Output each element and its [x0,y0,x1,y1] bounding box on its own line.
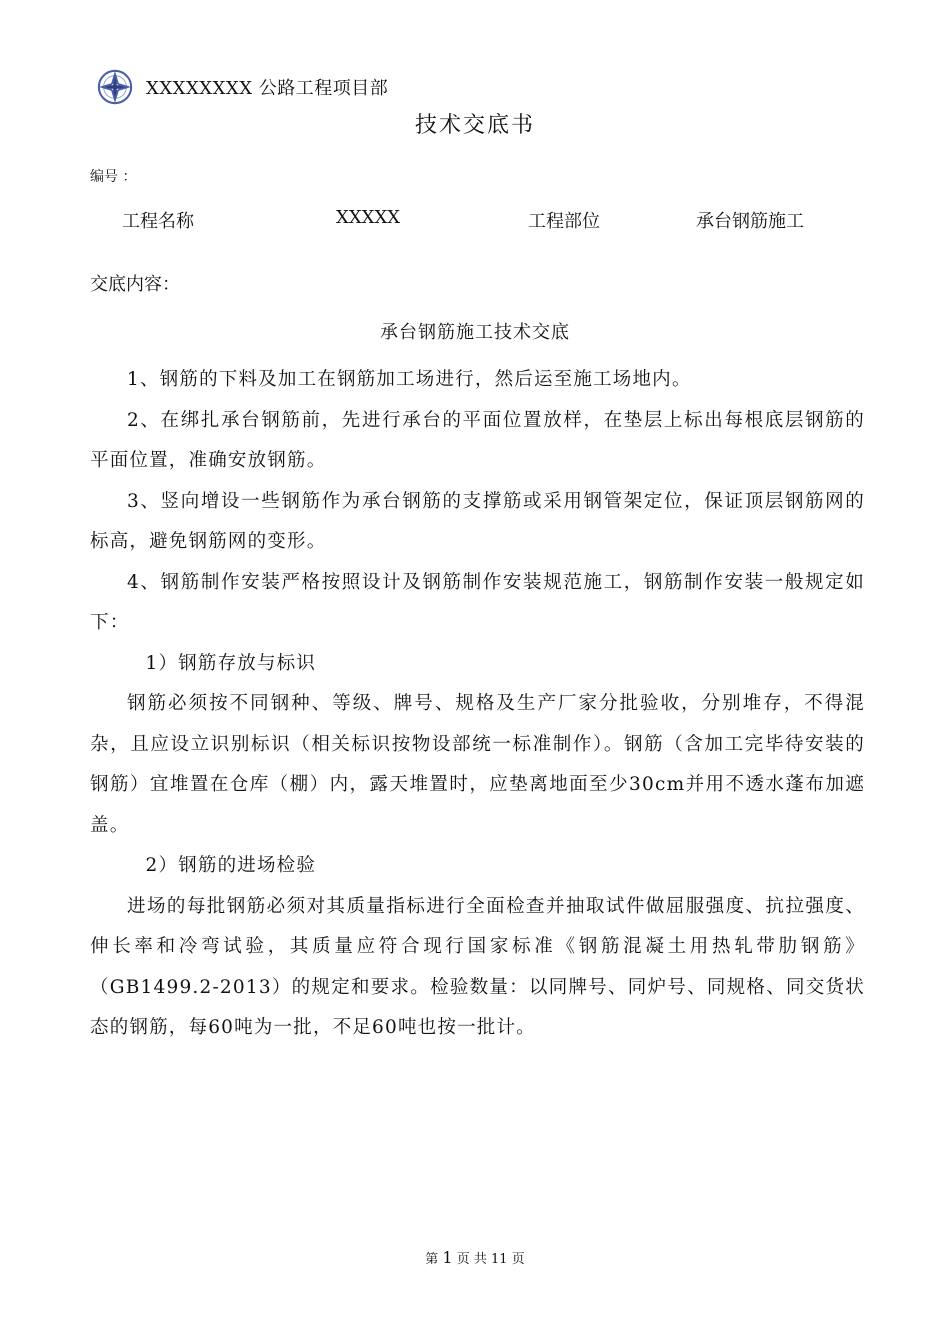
paragraph-inspection: 进场的每批钢筋必须对其质量指标进行全面检查并抽取试件做屈服强度、抗拉强度、伸长率和冷弯试验，其质量应符合现行国家标准《钢筋混凝土用热轧带肋钢筋》（GB1499.2-2013）的规定和要求。检验数量：以同牌号、同炉号、同规格、同交货状态的钢筋，每60吨为一批，不足60吨也按一批计。 [90,895,865,1038]
paragraph-item-3: 3、竖向增设一些钢筋作为承台钢筋的支撑筋或采用钢管架定位，保证顶层钢筋网的标高，避免钢筋网的变形。 [90,490,865,552]
footer-prefix: 第 [425,1252,439,1267]
content-title: 承台钢筋施工技术交底 [380,322,570,343]
project-name-value: XXXXX [336,207,401,228]
page-header [96,66,388,108]
footer-page-number: 1 [442,1248,453,1267]
disclosure-content-label: 交底内容： [90,274,180,295]
footer-middle: 页 共 [456,1252,487,1267]
paragraph-item-2: 2、在绑扎承台钢筋前，先进行承台的平面位置放样，在垫层上标出每根底层钢筋的平面位置，准确安放钢筋。 [90,409,865,471]
organization-name: XXXXXXXX 公路工程项目部 [146,78,389,99]
disclosure-body [90,360,865,1049]
paragraph-item-1: 1、钢筋的下料及加工在钢筋加工场进行，然后运至施工场地内。 [127,369,692,390]
project-part-value: 承台钢筋施工 [696,211,804,232]
subheading-storage: 1）钢筋存放与标识 [145,652,317,674]
paragraph-storage: 钢筋必须按不同钢种、等级、牌号、规格及生产厂家分批验收，分别堆存，不得混杂，且应设立识别标识（相关标识按物设部统一标准制作）。钢筋（含加工完毕待安装的钢筋）宜堆置在仓库（棚）内，露天堆置时，应垫离地面至少30cm并用不透水蓬布加遮盖。 [90,693,865,836]
footer-suffix: 页 [511,1252,525,1267]
subheading-inspection: 2）钢筋的进场检验 [145,855,317,876]
company-logo-icon [96,68,134,106]
project-name-label: 工程名称 [122,211,194,232]
document-number-label: 编号 ： [90,169,137,185]
footer-total-pages: 11 [491,1252,508,1267]
document-title: 技术交底书 [414,113,535,138]
project-part-label: 工程部位 [528,211,600,232]
page-footer [0,1248,950,1267]
paragraph-item-4: 4、钢筋制作安装严格按照设计及钢筋制作安装规范施工，钢筋制作安装一般规定如下： [90,571,865,633]
